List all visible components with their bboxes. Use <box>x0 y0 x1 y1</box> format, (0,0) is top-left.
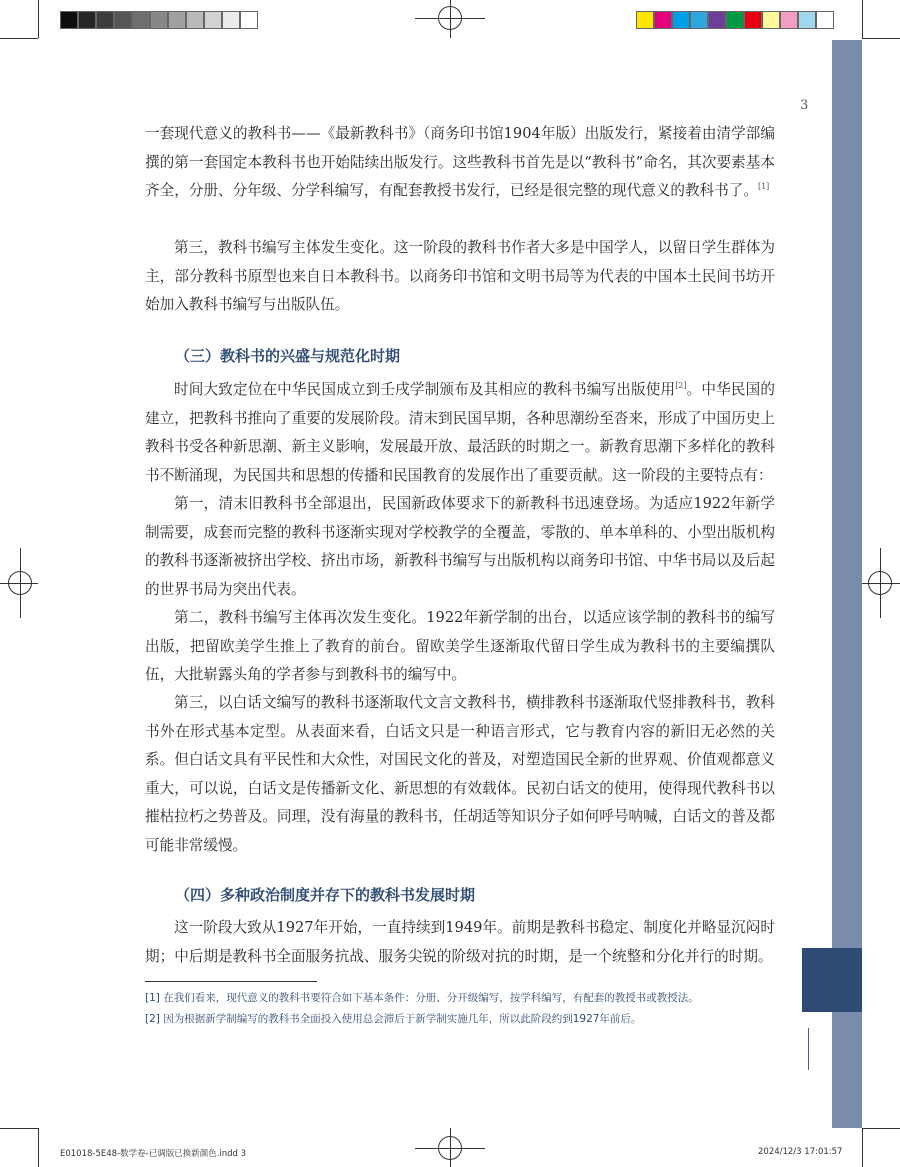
color-swatch <box>222 11 240 29</box>
side-label-lun: 论 <box>802 996 818 1014</box>
color-swatch <box>780 11 798 29</box>
color-swatch <box>798 11 816 29</box>
color-swatch <box>744 11 762 29</box>
section-heading: （三）教科书的兴盛与规范化时期 <box>175 347 401 365</box>
crop-mark <box>862 0 863 38</box>
color-swatch <box>186 11 204 29</box>
crop-mark <box>0 38 38 39</box>
color-swatch <box>762 11 780 29</box>
color-swatch <box>816 11 834 29</box>
crop-mark <box>38 1128 39 1167</box>
paragraph: 时间大致定位在中华民国成立到壬戌学制颁布及其相应的教科书编写出版使用[2]。中华民国的建立，把教科书推向了重要的发展阶段。清末到民国早期，各种思潮纷至沓来，形成了中国历史上教科书受各种新思潮、新主义影响，发展最开放、最活跃的时期之一。新教育思潮下多样化的教科书不断涌现，为民国共和思想的传播和民国教育的发展作出了重要贡献。这一阶段的主要特点有： <box>145 381 775 484</box>
paragraph: 第三，教科书编写主体发生变化。这一阶段的教科书作者大多是中国学人，以留日学生群体为主，部分教科书原型也来自日本教科书。以商务印书馆和文明书局等为代表的中国本土民间书坊开始加入教科书编写与出版队伍。 <box>145 239 775 313</box>
crop-mark <box>0 1128 38 1129</box>
color-swatch <box>150 11 168 29</box>
slug-date: 2024/12/3 17:01:57 <box>758 1147 843 1157</box>
slug-file-name: E01018-5E48-数学卷-已调版已换新颜色.indd 3 <box>60 1149 247 1159</box>
section-heading: （四）多种政治制度并存下的教科书发展时期 <box>175 886 476 904</box>
color-swatch <box>78 11 96 29</box>
side-label-dao: 导 <box>802 966 818 984</box>
footnote: [2] 因为根据新学制编写的教科书全面投入使用总会滞后于新学制实施几年，所以此阶段约到1927年前后。 <box>145 1013 642 1025</box>
color-swatch <box>204 11 222 29</box>
crop-mark <box>38 0 39 38</box>
color-swatch <box>654 11 672 29</box>
color-swatch <box>636 11 654 29</box>
color-swatch <box>708 11 726 29</box>
footnote-ref: [2] <box>675 381 687 391</box>
color-swatch <box>240 11 258 29</box>
color-swatch <box>690 11 708 29</box>
color-swatch <box>168 11 186 29</box>
crop-mark <box>862 1128 863 1167</box>
color-swatch <box>672 11 690 29</box>
footnote-ref: [1] <box>757 182 770 192</box>
gray-color-bar <box>60 11 258 29</box>
crop-mark <box>862 1128 900 1129</box>
process-color-bar <box>636 11 834 29</box>
paragraph: 第一，清末旧教科书全部退出，民国新政体要求下的新教科书迅速登场。为适应1922年新学制需要，成套而完整的教科书逐渐实现对学校教学的全覆盖，零散的、单本单科的、小型出版机构的教科书逐渐被挤出学校、挤出市场，新教科书编写与出版机构以商务印书馆、中华书局以及后起的世界书局为突出代表。 <box>145 495 775 598</box>
color-swatch <box>114 11 132 29</box>
color-swatch <box>726 11 744 29</box>
paragraph: 第二，教科书编写主体再次发生变化。1922年新学制的出台，以适应该学制的教科书的编写出版，把留欧美学生推上了教育的前台。留欧美学生逐渐取代留日学生成为教科书的主要编撰队伍，大批崭露头角的学者参与到教科书的编写中。 <box>145 609 775 683</box>
paragraph: 一套现代意义的教科书——《最新教科书》（商务印书馆1904年版）出版发行，紧接着由清学部编撰的第一套国定本教科书也开始陆续出版发行。这些教科书首先是以“教科书”命名，其次要素基本齐全，分册、分年级、分学科编写，有配套教授书发行，已经是很完整的现代意义的教科书了。[1] <box>145 125 775 199</box>
color-swatch <box>132 11 150 29</box>
side-rule <box>808 1028 809 1070</box>
footnote-rule <box>145 981 317 982</box>
crop-mark <box>862 38 900 39</box>
color-swatch <box>60 11 78 29</box>
color-swatch <box>96 11 114 29</box>
page-number: 3 <box>800 98 809 113</box>
footnote: [1] 在我们看来，现代意义的教科书要符合如下基本条件：分册、分开级编写，按学科编写，有配套的教授书或教授法。 <box>145 992 699 1004</box>
paragraph: 第三，以白话文编写的教科书逐渐取代文言文教科书，横排教科书逐渐取代竖排教科书，教科书外在形式基本定型。从表面来看，白话文只是一种语言形式，它与教育内容的新旧无必然的关系。但白话文具有平民性和大众性，对国民文化的普及，对塑造国民全新的世界观、价值观都意义重大，可以说，白话文是传播新文化、新思想的有效载体。民初白话文的使用，使得现代教科书以摧枯拉朽之势普及。同理，没有海量的教科书，任胡适等知识分子如何呼号呐喊，白话文的普及都可能非常缓慢。 <box>145 694 775 854</box>
paragraph: 这一阶段大致从1927年开始，一直持续到1949年。前期是教科书稳定、制度化并略显沉闷时期；中后期是教科书全面服务抗战、服务尖锐的阶级对抗的时期，是一个统整和分化并行的时期。 <box>145 919 775 965</box>
